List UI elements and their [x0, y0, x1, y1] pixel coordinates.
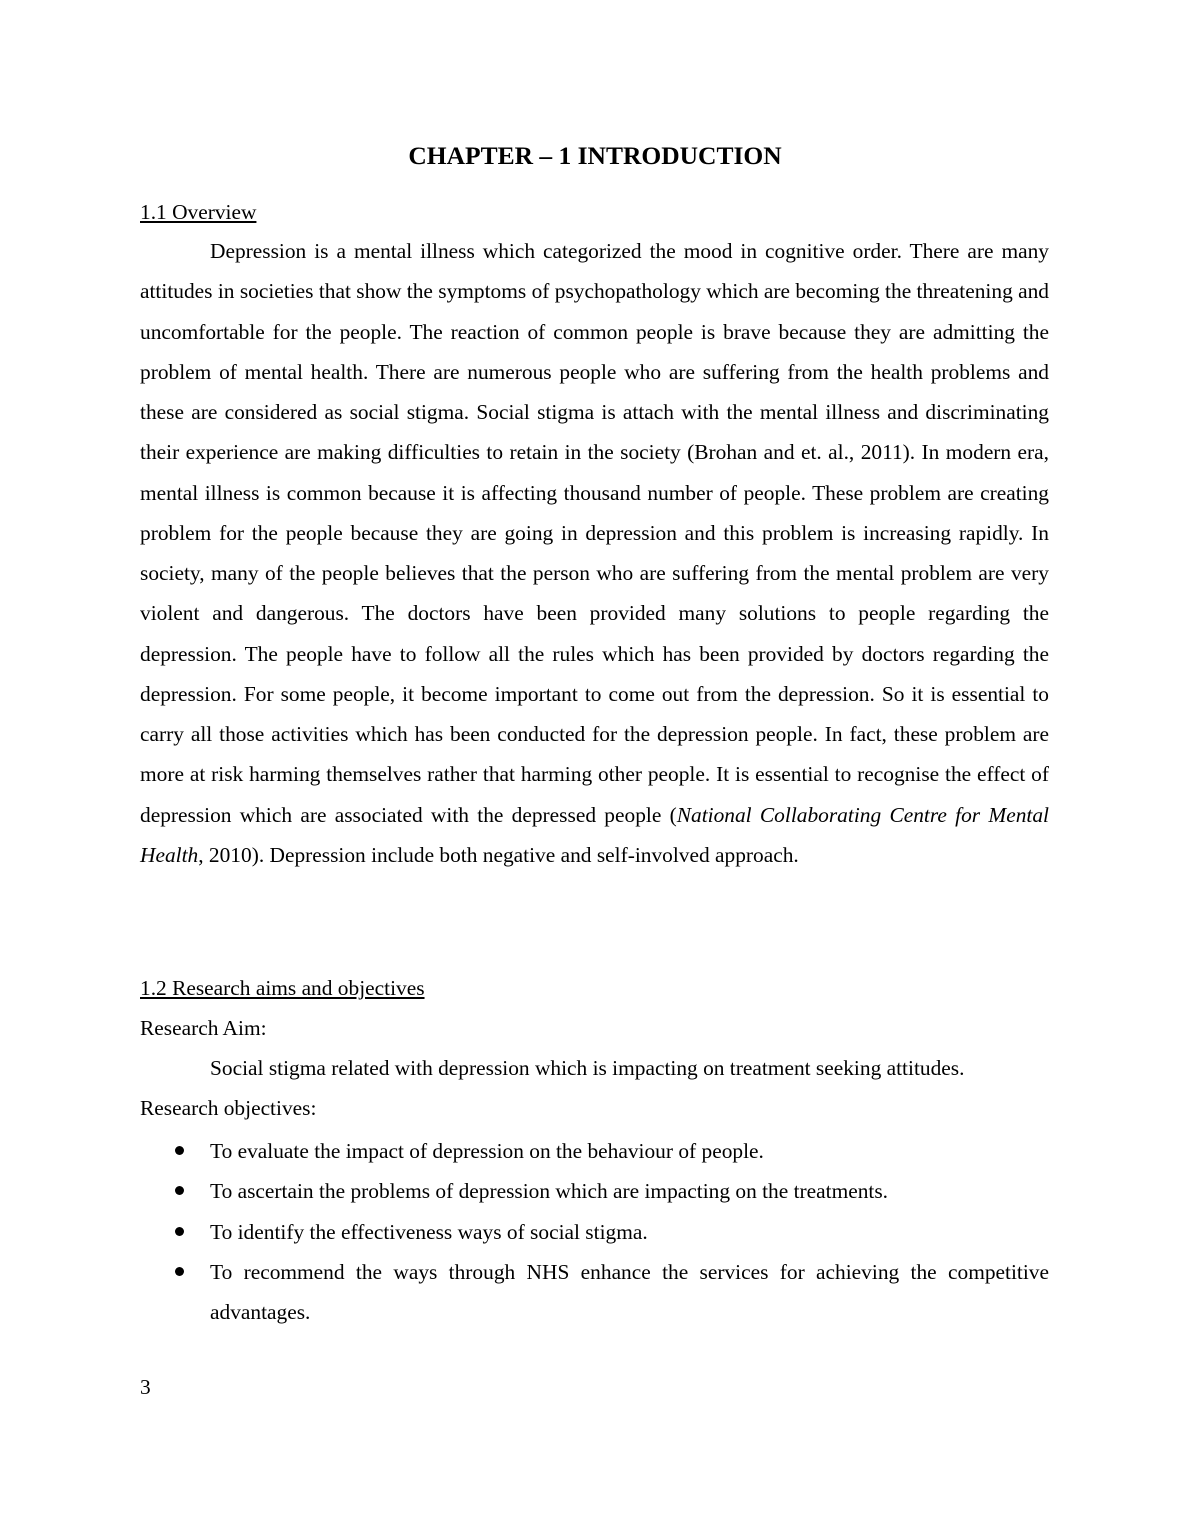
citation-italic: National Collaborating Centre for Mental Health — [140, 802, 1049, 867]
section-heading-overview: 1.1 Overview — [140, 200, 257, 224]
research-aim-label: Research Aim: — [140, 1016, 267, 1040]
bullet-icon — [175, 1186, 184, 1195]
overview-text: Depression is a mental illness which categorized the mood in cognitive order. There are many attitudes in societies that show the symptoms of psychopathology which are becoming the threatening and uncomfortable for the people. The reaction of common people is brave because they are admitting the problem of mental health. There are numerous people who are suffering from the health problems and these are considered as social stigma. Social stigma is attach with the mental illness and discriminating their experience are making difficulties to retain in the society (Brohan and et. al., 2011). In modern era, mental illness is common because it is affecting thousand number of people. These problem are creating problem for the people because they are going in depression and this problem is increasing rapidly. In society, many of the people believes that the person who are suffering from the mental problem are very violent and dangerous. The doctors have been provided many solutions to people regarding the depression. The people have to follow all the rules which has been provided by doctors regarding the depression. For some people, it become important to come out from the depression. So it is essential to carry all those activities which has been conducted for the depression people. In fact, these problem are more at risk harming themselves rather that harming other people. It is essential to recognise the effect of depression which are associated with the depressed people ( — [140, 239, 1049, 827]
chapter-title: CHAPTER – 1 INTRODUCTION — [408, 141, 782, 170]
research-objectives-label: Research objectives: — [140, 1096, 317, 1120]
section-heading-research-aims: 1.2 Research aims and objectives — [140, 976, 425, 1000]
page-number: 3 — [140, 1375, 151, 1399]
research-aim-text: Social stigma related with depression which is impacting on treatment seeking attitudes. — [210, 1056, 965, 1080]
objective-item — [140, 1171, 1049, 1211]
objective-text: To identify the effectiveness ways of social stigma. — [210, 1219, 648, 1244]
bullet-icon — [175, 1227, 184, 1236]
objective-text: To recommend the ways through NHS enhance the services for achieving the competitive advantages. — [210, 1259, 1049, 1324]
objective-text: To evaluate the impact of depression on the behaviour of people. — [210, 1139, 764, 1163]
overview-paragraph — [140, 231, 1049, 875]
objective-text: To ascertain the problems of depression which are impacting on the treatments. — [210, 1179, 889, 1204]
objectives-list — [140, 1131, 1049, 1332]
bullet-icon — [175, 1267, 184, 1276]
overview-text-end: , 2010). Depression include both negative and self-involved approach. — [198, 842, 799, 867]
objective-item — [140, 1252, 1049, 1333]
objective-item — [140, 1131, 1049, 1171]
bullet-icon — [175, 1146, 184, 1155]
objective-item — [140, 1212, 1049, 1252]
